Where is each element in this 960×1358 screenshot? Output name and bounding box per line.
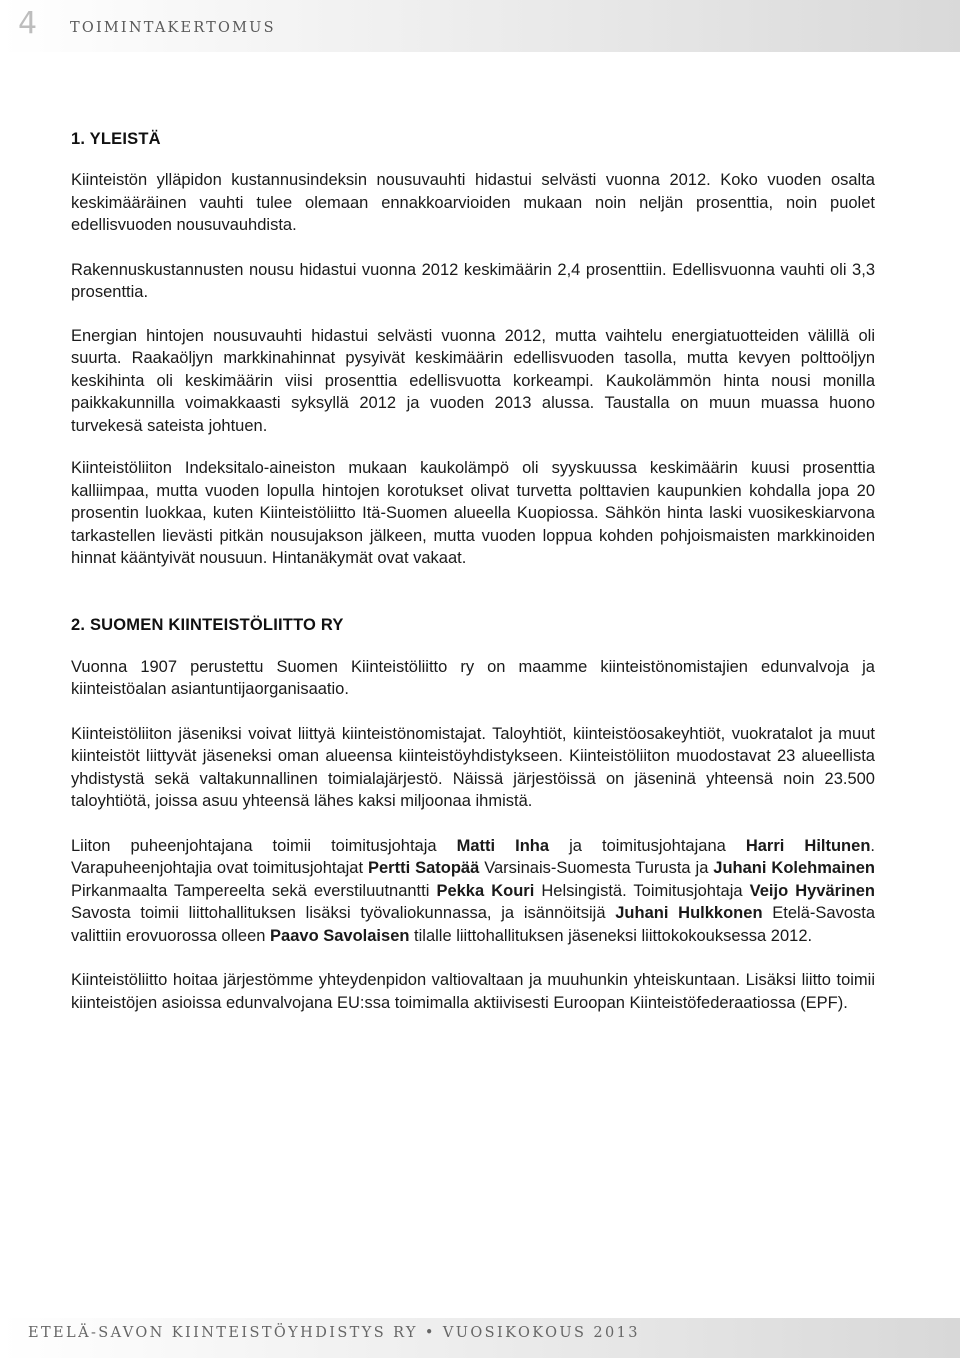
text-segment: . Varapuheenjohtajia ovat toimitusjohtajat [71, 836, 875, 877]
section1-paragraph: Rakennuskustannusten nousu hidastui vuonna 2012 keskimäärin 2,4 prosenttiin. Edellisvuonna vauhti oli 3,3 prosenttia. [71, 260, 875, 301]
footer-text: ETELÄ-SAVON KIINTEISTÖYHDISTYS RY • VUOSIKOKOUS 2013 [28, 1325, 640, 1341]
section1-paragraph: Energian hintojen nousuvauhti hidastui selvästi vuonna 2012, mutta vaihtelu energiatuotteiden välillä oli suurta. Raakaöljyn markkinahinnat pysyivät keskimäärin edellisvuoden tasolla, mutta kevyen polttoöljyn keskihinta oli keskimäärin viisi prosenttia edellisvuotta korkeampi. Kaukolämmön hinta nousi monilla paikkakunnilla voimakkaasti syksyllä 2012 ja vuoden 2013 alussa. Taustalla on muun muassa huono turvekesä sateista johtuen. [71, 326, 875, 435]
person-name: Paavo Savolaisen [270, 926, 410, 945]
text-segment: Pirkanmaalta Tampereelta sekä everstiluutnantti [71, 881, 437, 900]
text-segment: Savosta toimii liittohallituksen lisäksi työvaliokunnassa, ja isännöitsijä [71, 904, 616, 922]
person-name: Juhani Kolehmainen [713, 859, 875, 877]
text-segment: Varsinais-Suomesta Turusta ja [479, 859, 714, 877]
text-segment: Liiton puheenjohtajana toimii toimitusjohtaja [71, 836, 457, 855]
person-name: Veijo Hyvärinen [749, 881, 875, 900]
header-band [0, 0, 960, 52]
header-title: TOIMINTAKERTOMUS [70, 20, 276, 36]
text-segment: tilalle liittohallituksen jäseneksi liittokokouksessa 2012. [409, 926, 813, 945]
closing-paragraph: Kiinteistöliitto hoitaa järjestömme yhteydenpidon valtiovaltaan ja muuhunkin yhteiskuntaan. Lisäksi liitto toimii kiinteistöjen asioissa edunvalvojana EU:ssa toimimalla aktiivisesti Euroopan Kiinteistöfederaatiossa (EPF). [71, 971, 875, 1012]
text-segment: Etelä-Savosta valittiin erovuorossa olleen [71, 904, 876, 945]
text-segment: ja toimitusjohtajana [549, 836, 746, 855]
section1-paragraph: Kiinteistöliiton Indeksitalo-aineiston mukaan kaukolämpö oli syyskuussa keskimäärin kuusi prosenttia kalliimpaa, mutta vuoden lopulla hintojen korotukset olivat turvetta polttavien kaupunkien kohdalla jopa 20 prosentin luokkaa, kuten Kiinteistöliitto Itä-Suomen alueella Kuopiossa. Sähkön hinta laski vuosikeskiarvona tarkastellen lievästi pitkän nousujakson jälkeen, mutta vuoden loppua kohden pohjoismaisten markkinoiden hinnat kääntyivät nousuun. Hintanäkymät ovat vakaat. [71, 459, 875, 567]
person-name: Pekka Kouri [436, 881, 535, 900]
page-number: 4 [18, 6, 38, 41]
section2-paragraph: Vuonna 1907 perustettu Suomen Kiinteistöliitto ry on maamme kiinteistönomistajien edunvalvoja ja kiinteistöalan asiantuntijaorganisaatio. [71, 657, 875, 698]
section1-heading: 1. YLEISTÄ [71, 130, 161, 148]
person-name: Juhani Hulkkonen [615, 904, 763, 922]
person-name: Pertti Satopää [368, 859, 480, 877]
section2-heading: 2. SUOMEN KIINTEISTÖLIITTO RY [71, 615, 344, 634]
text-segment: Helsingistä. Toimitusjohtaja [534, 881, 750, 900]
section2-paragraph: Kiinteistöliiton jäseniksi voivat liittyä kiinteistönomistajat. Taloyhtiöt, kiinteistöosakeyhtiöt, vuokratalot ja muut kiinteistöt liittyvät jäseneksi oman alueensa kiinteistöyhdistykseen. Kiinteistöliiton muodostavat 23 alueellista yhdistystä sekä valtakunnallinen toimialajärjestö. Näissä järjestöissä on jäseninä yhteensä noin 23.500 taloyhtiötä, joissa asuu yhteensä lähes kaksi miljoonaa ihmistä. [71, 724, 875, 810]
document-body [71, 130, 875, 1014]
person-name: Matti Inha [456, 836, 550, 855]
person-name: Harri Hiltunen [745, 836, 871, 855]
section1-paragraph: Kiinteistön ylläpidon kustannusindeksin nousuvauhti hidastui selvästi vuonna 2012. Koko vuoden osalta keskimääräinen vauhti tulee olemaan ennakkoarvioiden mukaan noin neljän prosenttia, noin puolet edellisvuoden nousuvauhdista. [71, 171, 875, 234]
leadership-paragraph [71, 835, 875, 948]
